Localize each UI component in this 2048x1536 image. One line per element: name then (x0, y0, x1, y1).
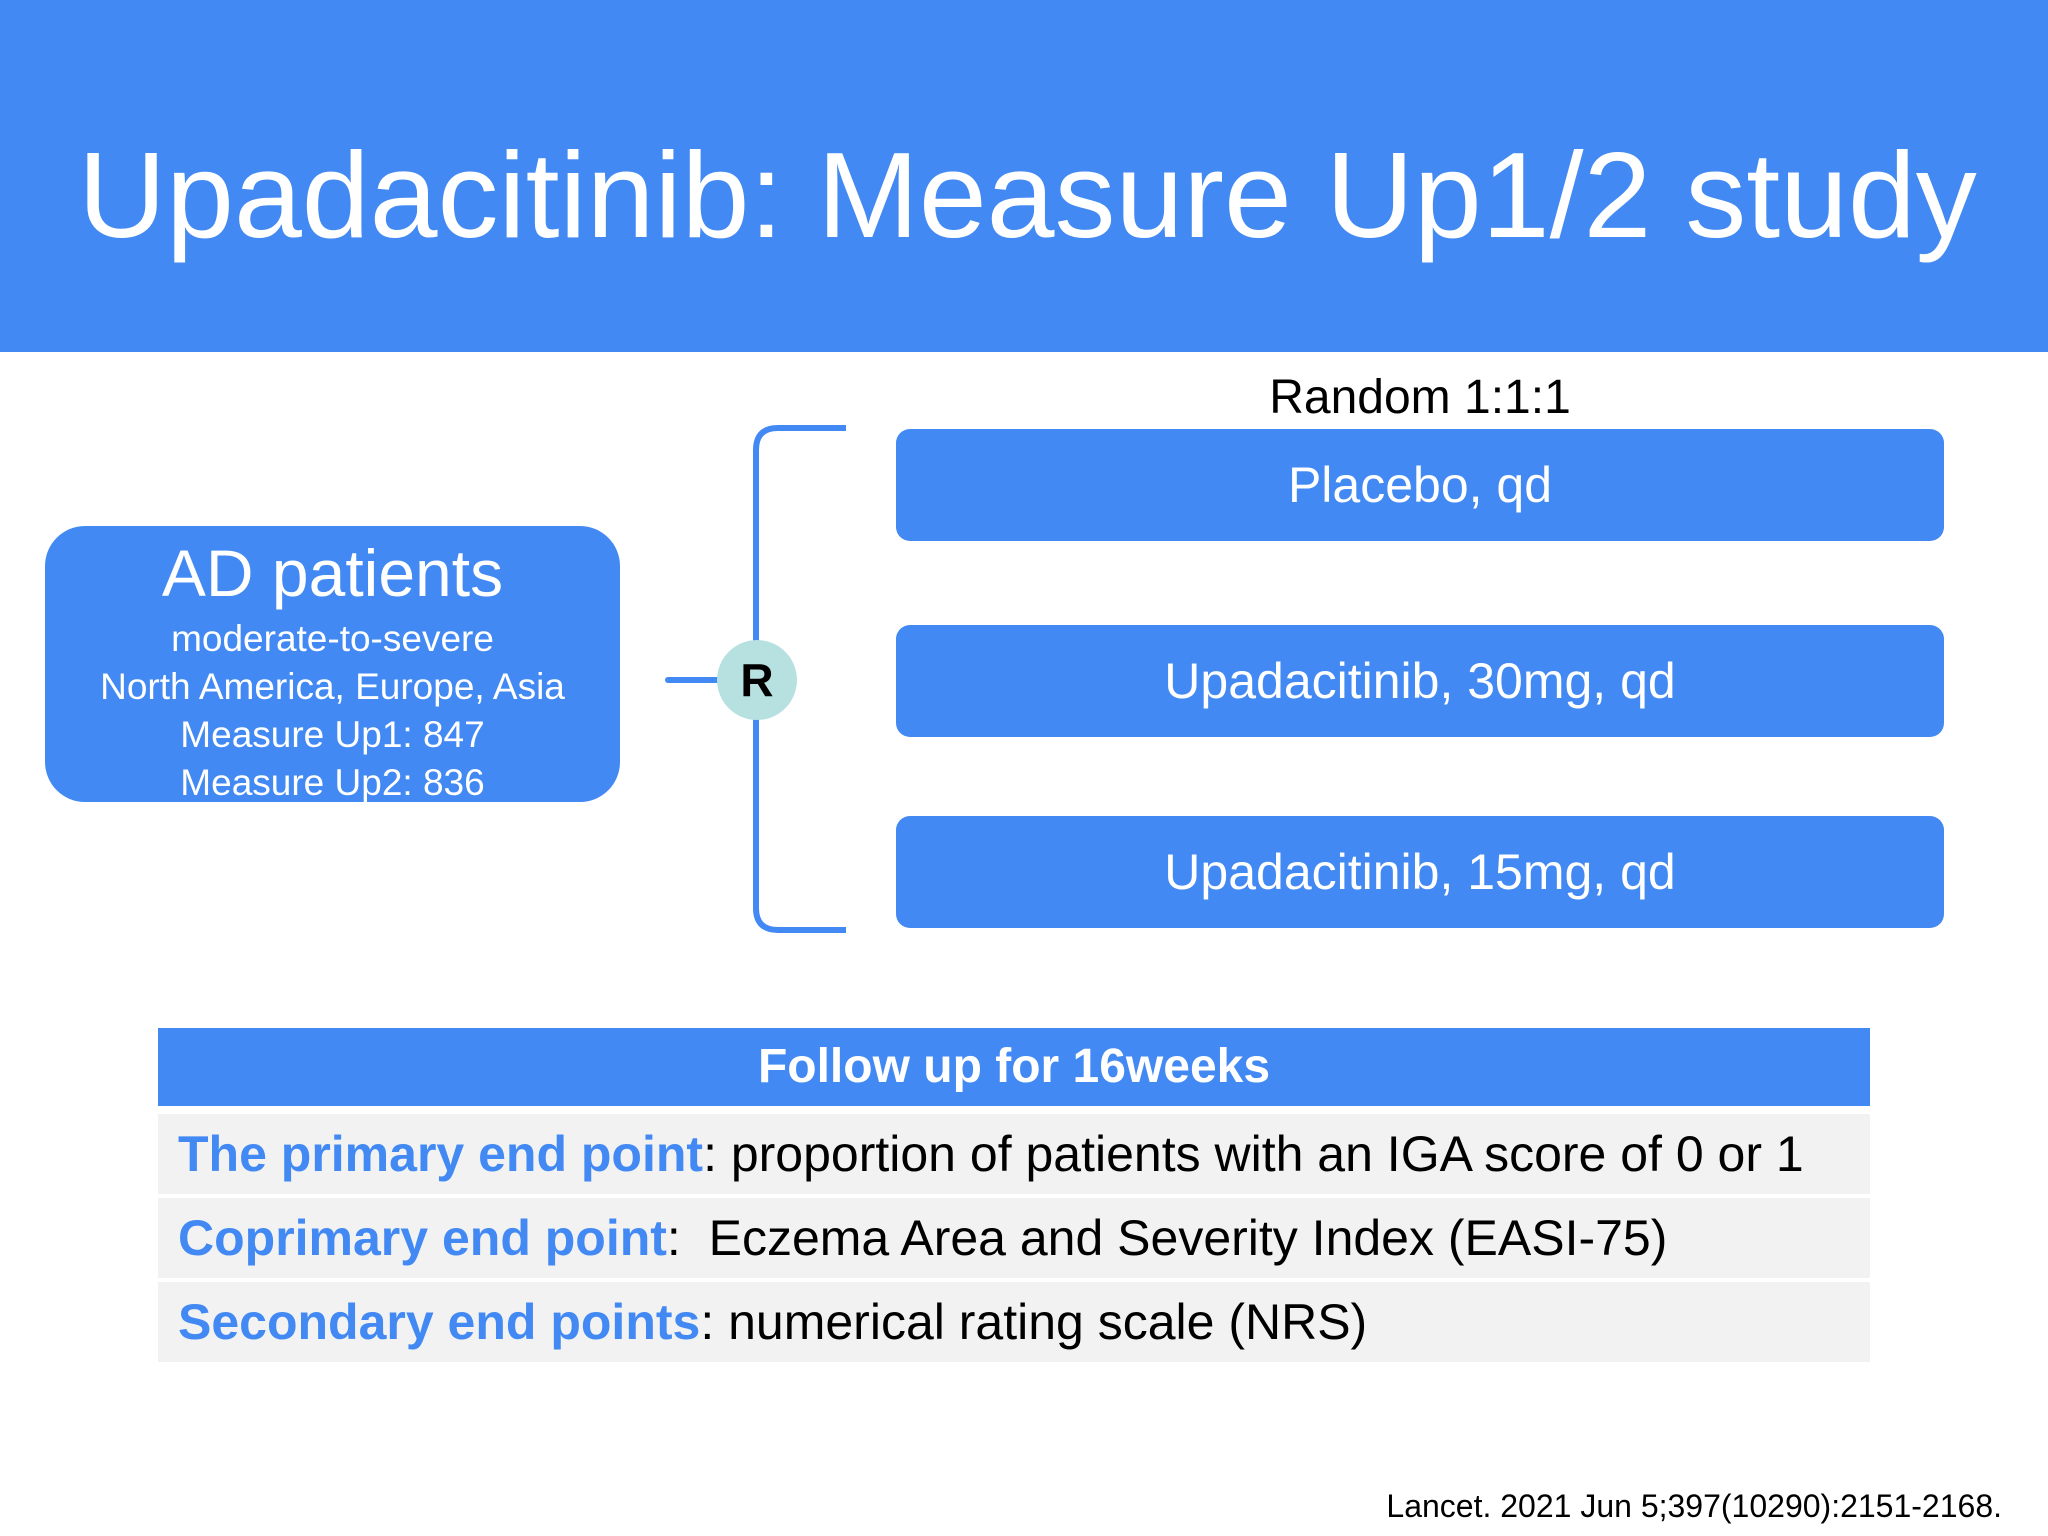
endpoint-row-coprimary (158, 1198, 1870, 1278)
patient-count-up2: Measure Up2: 836 (180, 762, 485, 803)
endpoint-row-secondary (158, 1282, 1870, 1362)
endpoint-label-coprimary: Coprimary end point (178, 1210, 667, 1266)
arm-placebo: Placebo, qd (896, 429, 1944, 541)
endpoint-row-primary (158, 1114, 1870, 1194)
patient-population-heading: AD patients (161, 536, 504, 610)
patient-population-box (45, 526, 620, 802)
slide-title: Upadacitinib: Measure Up1/2 study (78, 127, 1977, 263)
patient-severity: moderate-to-severe (171, 618, 494, 659)
endpoint-label-primary: The primary end point (178, 1126, 704, 1182)
endpoint-text-coprimary: : Eczema Area and Severity Index (EASI-75) (666, 1210, 1668, 1266)
patient-count-up1: Measure Up1: 847 (180, 714, 485, 755)
endpoint-text-secondary: : numerical rating scale (NRS) (700, 1294, 1368, 1350)
endpoint-text-primary: : proportion of patients with an IGA score of 0 or 1 (703, 1126, 1804, 1182)
citation-reference: Lancet. 2021 Jun 5;397(10290):2151-2168. (1386, 1488, 2002, 1524)
followup-duration-header: Follow up for 16weeks (158, 1028, 1870, 1106)
patient-regions: North America, Europe, Asia (100, 666, 565, 707)
arm-upadacitinib-15mg: Upadacitinib, 15mg, qd (896, 816, 1944, 928)
randomization-node: R (717, 640, 797, 720)
randomization-ratio: Random 1:1:1 (1269, 371, 1571, 424)
title-banner (0, 0, 2048, 352)
arm-upadacitinib-30mg: Upadacitinib, 30mg, qd (896, 625, 1944, 737)
endpoint-label-secondary: Secondary end points (178, 1294, 701, 1350)
